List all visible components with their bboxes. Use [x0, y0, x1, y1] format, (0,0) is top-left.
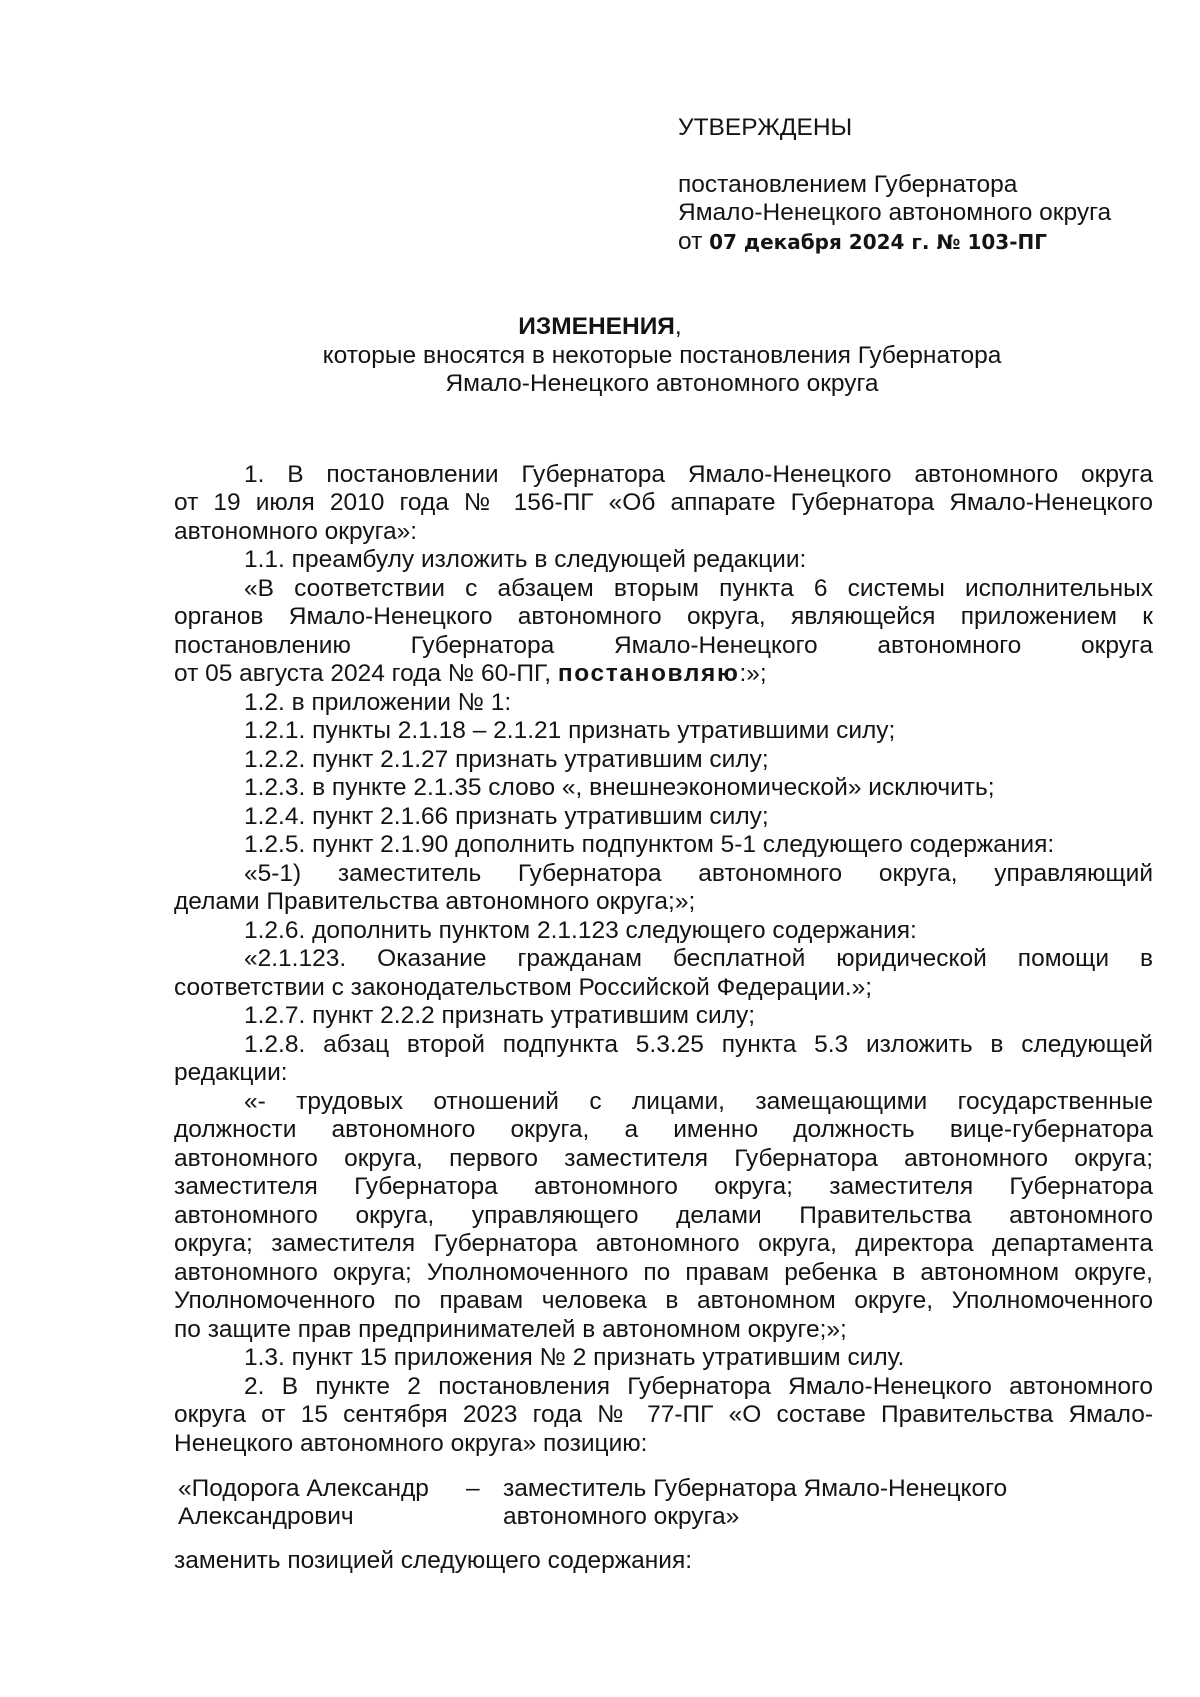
body-line: от 19 июля 2010 года № 156-ПГ «Об аппарате Губернатора Ямало-Ненецкого: [174, 489, 1153, 516]
body-line: 1.2.7. пункт 2.2.2 признать утратившим силу;: [244, 1002, 756, 1029]
body-line: соответствии с законодательством Российской Федерации.»;: [174, 974, 873, 1001]
document-subtitle: Ямало-Ненецкого автономного округа: [445, 370, 879, 397]
body-line: «5-1) заместитель Губернатора автономного округа, управляющий: [244, 860, 1153, 887]
body-line: 1.3. пункт 15 приложения № 2 признать утратившим силу.: [244, 1344, 905, 1371]
document-title: ИЗМЕНЕНИЯ,: [518, 313, 682, 340]
body-line: делами Правительства автономного округа;»;: [174, 888, 696, 915]
body-line: по защите прав предпринимателей в автономном округе;»;: [174, 1316, 847, 1343]
date-prefix: от: [678, 228, 710, 255]
body-line: постановлению Губернатора Ямало-Ненецкого автономного округа: [174, 632, 1153, 659]
approval-line: Ямало-Ненецкого автономного округа: [678, 199, 1112, 226]
body-line: автономного округа, управляющего делами Правительства автономного: [174, 1202, 1153, 1229]
position-title: заместитель Губернатора Ямало-Ненецкого: [503, 1475, 1008, 1502]
body-line: должности автономного округа, а именно должность вице-губернатора: [174, 1116, 1153, 1143]
closing-line: заменить позицией следующего содержания:: [174, 1547, 693, 1574]
body-line: округа; заместителя Губернатора автономного округа, директора департамента: [174, 1230, 1153, 1257]
position-name: Александрович: [178, 1503, 354, 1530]
body-line: 1.2. в приложении № 1:: [244, 689, 512, 716]
decree-keyword: постановляю: [557, 660, 740, 687]
body-line: округа от 15 сентября 2023 года № 77-ПГ «О составе Правительства Ямало-: [174, 1401, 1153, 1428]
body-line: Ненецкого автономного округа» позицию:: [174, 1430, 648, 1457]
body-line: 1.2.5. пункт 2.1.90 дополнить подпунктом 5-1 следующего содержания:: [244, 831, 1055, 858]
body-line: 1.2.4. пункт 2.1.66 признать утратившим силу;: [244, 803, 769, 830]
body-line: автономного округа»:: [174, 518, 418, 545]
body-line: редакции:: [174, 1059, 288, 1086]
body-line: 1. В постановлении Губернатора Ямало-Ненецкого автономного округа: [244, 461, 1153, 488]
body-line: органов Ямало-Ненецкого автономного округа, являющейся приложением к: [174, 603, 1153, 630]
body-line: автономного округа, первого заместителя Губернатора автономного округа;: [174, 1145, 1153, 1172]
body-line: 1.2.8. абзац второй подпункта 5.3.25 пункта 5.3 изложить в следующей: [244, 1031, 1153, 1058]
body-line: 1.1. преамбулу изложить в следующей редакции:: [244, 546, 807, 573]
body-line: «2.1.123. Оказание гражданам бесплатной юридической помощи в: [244, 945, 1153, 972]
decree-number: 07 декабря 2024 г. № 103-ПГ: [709, 230, 1047, 254]
body-line: от 05 августа 2024 года № 60-ПГ, постановляю:»;: [174, 660, 767, 687]
body-line: 1.2.3. в пункте 2.1.35 слово «, внешнеэкономической» исключить;: [244, 774, 995, 801]
position-name: «Подорога Александр: [178, 1475, 429, 1502]
body-line: 2. В пункте 2 постановления Губернатора Ямало-Ненецкого автономного: [244, 1373, 1153, 1400]
body-line: «- трудовых отношений с лицами, замещающими государственные: [244, 1088, 1153, 1115]
body-line: заместителя Губернатора автономного округа; заместителя Губернатора: [174, 1173, 1153, 1200]
body-line: «В соответствии с абзацем вторым пункта 6 системы исполнительных: [244, 575, 1153, 602]
position-dash: –: [466, 1475, 480, 1502]
position-title: автономного округа»: [503, 1503, 740, 1530]
body-line: 1.2.6. дополнить пунктом 2.1.123 следующего содержания:: [244, 917, 917, 944]
body-line: 1.2.1. пункты 2.1.18 – 2.1.21 признать утратившими силу;: [244, 717, 896, 744]
body-line: автономного округа; Уполномоченного по правам ребенка в автономном округе,: [174, 1259, 1153, 1286]
approval-date: [678, 228, 1047, 256]
approval-line: постановлением Губернатора: [678, 171, 1018, 198]
document-subtitle: которые вносятся в некоторые постановления Губернатора: [322, 342, 1002, 369]
body-line: Уполномоченного по правам человека в автономном округе, Уполномоченного: [174, 1287, 1153, 1314]
body-line: 1.2.2. пункт 2.1.27 признать утратившим силу;: [244, 746, 769, 773]
approval-title: УТВЕРЖДЕНЫ: [678, 114, 853, 141]
